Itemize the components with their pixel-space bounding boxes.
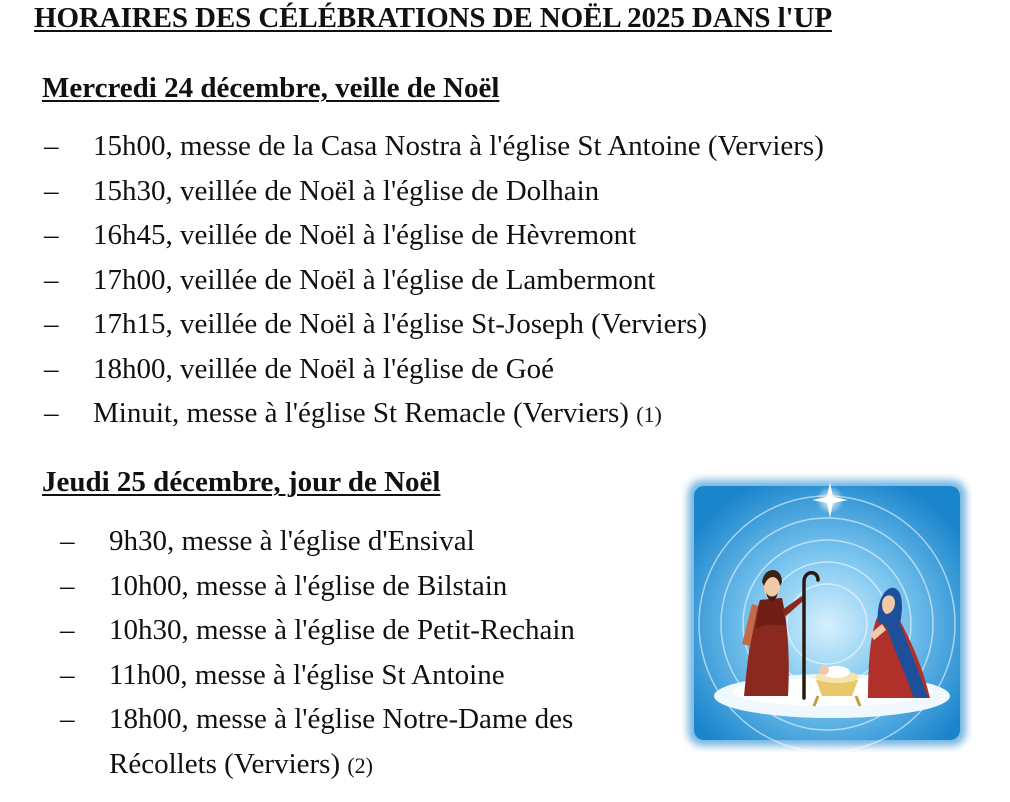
dash-bullet: – [60,569,75,602]
item-text: 18h00, veillée de Noël à l'église de Goé [93,352,555,385]
item-text: 18h00, messe à l'église Notre-Dame des [109,703,574,735]
schedule-list-christmas-eve [42,124,824,436]
list-item [42,213,824,258]
section-heading-christmas-eve: Mercredi 24 décembre, veille de Noël [42,72,500,104]
dash-bullet: – [44,308,59,340]
dash-bullet: – [60,658,75,691]
list-item [42,124,824,169]
item-text: 9h30, messe à l'église d'Ensival [109,525,475,557]
list-item [42,258,824,303]
list-item [58,608,575,653]
dash-bullet: – [44,130,59,162]
item-text: 16h45, veillée de Noël à l'église de Hèvremont [93,219,637,251]
item-text: 15h30, veillée de Noël à l'église de Dolhain [93,174,600,207]
list-item [58,653,575,698]
dash-bullet: – [60,525,75,557]
item-text: 11h00, messe à l'église St Antoine [109,658,505,691]
list-item [42,169,824,214]
dash-bullet: – [44,263,59,296]
list-item [42,391,824,436]
list-item [58,564,575,609]
item-text: 17h15, veillée de Noël à l'église St-Joseph (Verviers) [93,308,708,340]
dash-bullet: – [44,174,59,207]
item-text: 10h30, messe à l'église de Petit-Rechain [109,614,575,646]
schedule-list-christmas-day [58,519,575,786]
dash-bullet: – [60,703,75,735]
footnote-marker: (2) [347,752,374,778]
dash-bullet: – [60,614,75,646]
dash-bullet: – [44,352,59,385]
item-text: Minuit, messe à l'église St Remacle (Verviers) [93,397,629,429]
section-heading-christmas-day: Jeudi 25 décembre, jour de Noël [42,466,441,498]
footnote-marker: (1) [636,402,662,427]
list-item [42,302,824,347]
list-item [58,697,575,742]
list-item-continuation [58,742,575,787]
item-text-continuation: Récollets (Verviers) [109,747,341,780]
list-item [42,347,824,392]
nativity-illustration [682,474,972,752]
item-text: 10h00, messe à l'église de Bilstain [109,569,508,602]
item-text: 15h00, messe de la Casa Nostra à l'église St Antoine (Verviers) [93,130,824,162]
dash-bullet: – [44,397,59,429]
list-item [58,519,575,564]
item-text: 17h00, veillée de Noël à l'église de Lambermont [93,263,656,296]
dash-bullet: – [44,219,59,251]
page-title: HORAIRES DES CÉLÉBRATIONS DE NOËL 2025 DANS l'UP [34,2,832,34]
